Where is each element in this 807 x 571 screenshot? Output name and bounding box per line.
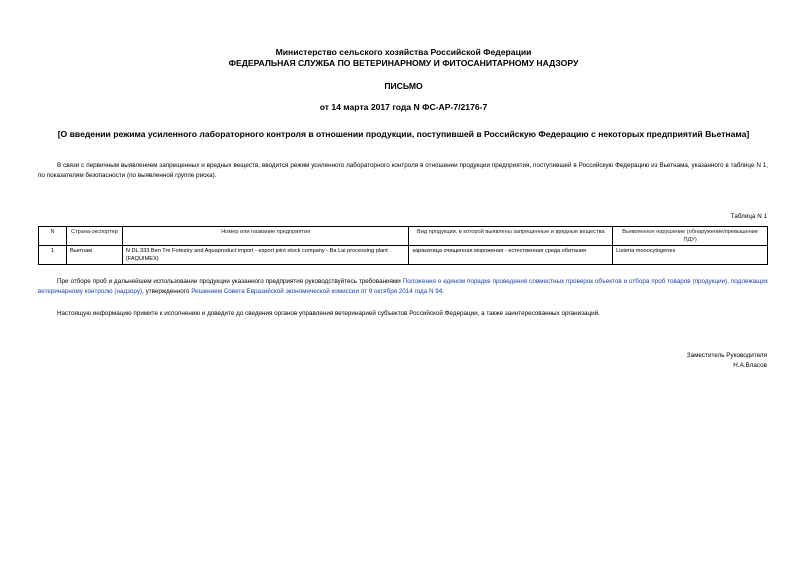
document-type: ПИСЬМО xyxy=(384,81,423,91)
document-date-number: от 14 марта 2017 года N ФС-АР-7/2176-7 xyxy=(319,102,488,112)
cell-enterprise: N DL 333 Ben Tre Forestry and Aquaproduct import - export joint stock company - Ba Lai processing plant (FAQUIMEX) xyxy=(122,246,409,265)
instruction-paragraph: Настоящую информацию примите к исполнению и доведите до сведения органов управления ветеринарией субъектов Российской Федерации, а также заинтересованных организаций. xyxy=(57,310,600,317)
col-header-violation: Выявленное нарушение (обнаружение/превышение ПДУ) xyxy=(613,227,768,246)
para2-text-c: . xyxy=(442,288,445,295)
col-header-product: Вид продукции, в которой выявлены запрещенные и вредные вещества xyxy=(409,227,613,246)
signatory-name: Н.А.Власов xyxy=(733,362,767,369)
document-subject: [О введении режима усиленного лабораторного контроля в отношении продукции, поступившей в Российскую Федерацию с некоторых предприятий Вьетнама] xyxy=(57,129,750,139)
cell-violation: Listeria monocytogenes xyxy=(613,246,768,265)
service-name: ФЕДЕРАЛЬНАЯ СЛУЖБА ПО ВЕТЕРИНАРНОМУ И ФИТОСАНИТАРНОМУ НАДЗОРУ xyxy=(228,58,579,68)
table-row xyxy=(39,246,768,265)
regulation-link[interactable]: Положения о едином порядке проведения совместных проверок объектов и отбора проб товаров (продукции), подлежащих ветеринарному контролю (надзору) xyxy=(38,278,768,295)
decision-link[interactable]: Решением Совета Евразийской экономической комиссии от 9 октября 2014 года N 94 xyxy=(191,288,443,295)
col-header-country: Страна-экспортер xyxy=(66,227,122,246)
col-header-enterprise: Номер или название предприятия xyxy=(122,227,409,246)
signatory-position: Заместитель Руководителя xyxy=(686,352,767,359)
cell-country: Вьетнам xyxy=(66,246,122,265)
cell-product: каракатица очищенная мороженая - естественная среда обитания xyxy=(409,246,613,265)
para2-text-b: , утвержденного xyxy=(142,288,192,295)
ministry-name: Министерство сельского хозяйства Российской Федерации xyxy=(275,47,532,57)
enterprise-table xyxy=(38,226,768,265)
table-caption: Таблица N 1 xyxy=(730,213,767,220)
cell-num: 1 xyxy=(39,246,67,265)
table-header-row xyxy=(39,227,768,246)
para2-text-a: При отборе проб и дальнейшем использовании продукции указанного предприятия руководствуйтесь требованиями xyxy=(57,278,403,285)
intro-paragraph: В связи с первичным выявлением запрещенных и вредных веществ, вводится режим усиленного лабораторного контроля в отношении продукции предприятия, поступившей в Российскую Федерацию из Вьетнама, указанного в таблице N 1, по показателям безопасности (по выявленной группе риска). xyxy=(38,162,768,179)
requirements-paragraph xyxy=(38,277,768,297)
col-header-num: N xyxy=(39,227,67,246)
